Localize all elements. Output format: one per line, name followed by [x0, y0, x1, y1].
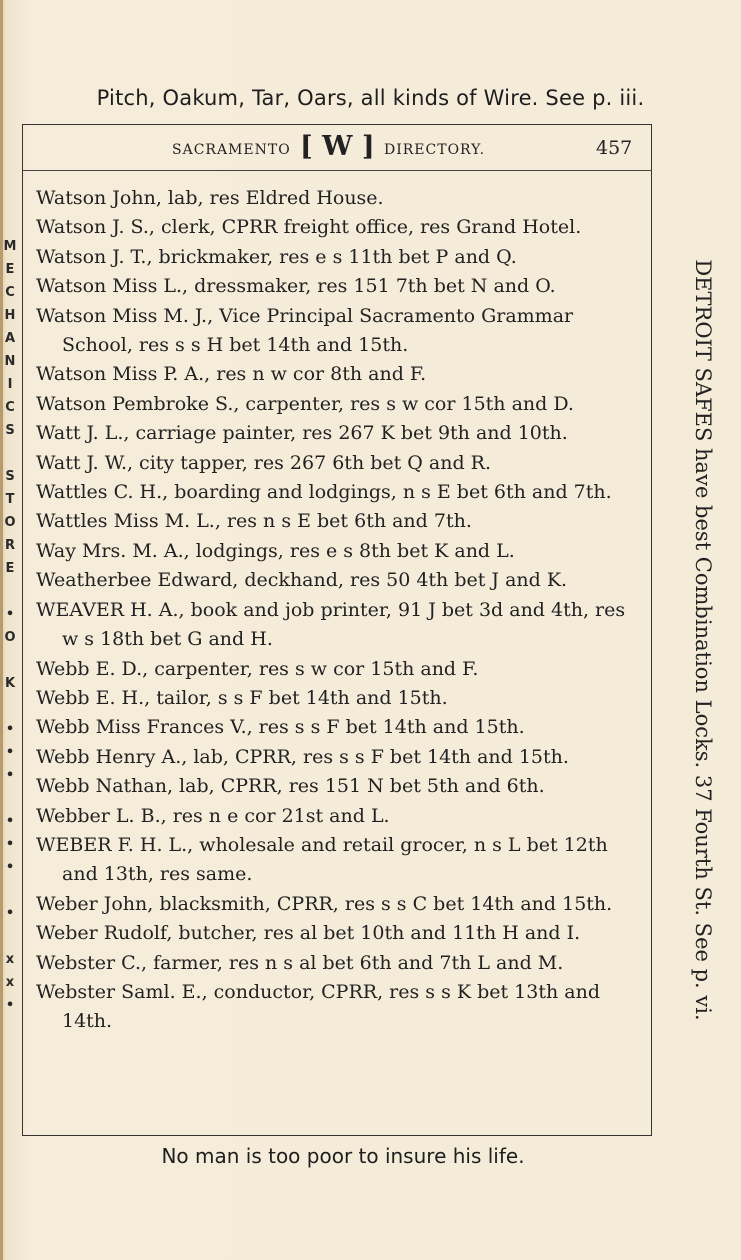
directory-entry: Webb E. D., carpenter, res s w cor 15th and F.	[36, 657, 479, 680]
left-margin-letter	[0, 879, 20, 902]
left-margin-letter: •	[5, 722, 15, 737]
directory-entry: Wattles Miss M. L., res n s E bet 6th and 7th.	[36, 510, 472, 533]
left-margin-letter: C	[5, 285, 15, 300]
directory-entry: Weatherbee Edward, deckhand, res 50 4th bet J and K.	[36, 569, 568, 592]
left-margin-letter: I	[7, 377, 13, 392]
directory-entry: WEAVER H. A., book and job printer, 91 J bet 3d and 4th, res w s 18th bet G and H.	[36, 598, 626, 651]
directory-entry: Watt J. L., carriage painter, res 267 K bet 9th and 10th.	[36, 422, 568, 445]
left-margin-letter: x	[5, 952, 15, 967]
left-margin-letter: •	[5, 998, 15, 1013]
directory-entry: Webb Nathan, lab, CPRR, res 151 N bet 5th and 6th.	[36, 775, 545, 798]
directory-entry: Watson Pembroke S., carpenter, res s w cor 15th and D.	[36, 392, 574, 415]
left-margin-letter: S	[5, 423, 15, 438]
top-advertisement: Pitch, Oakum, Tar, Oars, all kinds of Wire. See p. iii.	[96, 86, 645, 110]
left-margin-letter: •	[5, 745, 15, 760]
left-margin-letter: •	[5, 814, 15, 829]
directory-entry: Watson Miss L., dressmaker, res 151 7th bet N and O.	[36, 275, 556, 298]
directory-entry: Webber L. B., res n e cor 21st and L.	[36, 804, 390, 827]
directory-entry: Weber Rudolf, butcher, res al bet 10th and 11th H and I.	[36, 922, 581, 945]
header-divider	[22, 170, 652, 171]
left-margin-letter: •	[5, 837, 15, 852]
directory-entry: Watson J. T., brickmaker, res e s 11th bet P and Q.	[36, 245, 517, 268]
left-margin-letter: K	[4, 676, 16, 691]
left-margin-advertisement	[0, 235, 20, 1035]
directory-entry: Webb Henry A., lab, CPRR, res s s F bet 14th and 15th.	[36, 745, 569, 768]
directory-entry: Webb Miss Frances V., res s s F bet 14th and 15th.	[36, 716, 525, 739]
left-margin-letter	[0, 442, 20, 465]
footer-advertisement: No man is too poor to insure his life.	[161, 1144, 525, 1168]
directory-entry: Webb E. H., tailor, s s F bet 14th and 15th.	[36, 686, 448, 709]
page-number: 457	[596, 137, 633, 159]
header-letter: [ W ]	[300, 131, 375, 162]
directory-entry: Wattles C. H., boarding and lodgings, n s E bet 6th and 7th.	[36, 481, 612, 504]
running-header	[22, 130, 652, 168]
directory-entry: Watson Miss P. A., res n w cor 8th and F.	[36, 363, 427, 386]
directory-entry: Way Mrs. M. A., lodgings, res e s 8th bet K and L.	[36, 539, 515, 562]
left-margin-letter: M	[3, 239, 17, 254]
left-margin-letter: •	[5, 906, 15, 921]
left-margin-letter: E	[5, 262, 15, 277]
left-margin-letter	[0, 695, 20, 718]
left-margin-letter: •	[5, 860, 15, 875]
left-margin-letter: E	[5, 561, 15, 576]
left-margin-letter: O	[4, 515, 16, 530]
left-margin-letter: A	[4, 331, 16, 346]
left-margin-letter: S	[5, 469, 15, 484]
left-margin-letter: •	[5, 768, 15, 783]
left-margin-letter: x	[5, 975, 15, 990]
side-advertisement: DETROIT SAFES have best Combination Locks. 37 Fourth St. See p. vi.	[691, 259, 715, 1021]
directory-entry: Watson John, lab, res Eldred House.	[36, 187, 384, 209]
left-margin-letter: O	[4, 630, 16, 645]
left-margin-letter: N	[4, 354, 16, 369]
left-margin-letter: C	[5, 400, 15, 415]
header-city: SACRAMENTO	[172, 142, 291, 158]
directory-entries	[36, 184, 640, 1037]
directory-entry: Watt J. W., city tapper, res 267 6th bet Q and R.	[36, 451, 492, 474]
left-margin-letter: H	[4, 308, 16, 323]
directory-entry: WEBER F. H. L., wholesale and retail grocer, n s L bet 12th and 13th, res same.	[36, 833, 608, 886]
left-margin-letter	[0, 580, 20, 603]
directory-entry: Watson J. S., clerk, CPRR freight office, res Grand Hotel.	[36, 216, 582, 239]
left-margin-letter	[0, 787, 20, 810]
left-margin-letter	[0, 649, 20, 672]
left-margin-letter: T	[5, 492, 15, 507]
directory-entry: Weber John, blacksmith, CPRR, res s s C bet 14th and 15th.	[36, 892, 613, 915]
directory-entry: Webster Saml. E., conductor, CPRR, res s s K bet 13th and 14th.	[36, 980, 600, 1033]
left-margin-letter: •	[5, 607, 15, 622]
directory-entry: Watson Miss M. J., Vice Principal Sacramento Grammar School, res s s H bet 14th and 15th.	[36, 304, 574, 357]
header-directory: DIRECTORY.	[384, 142, 486, 158]
directory-entry: Webster C., farmer, res n s al bet 6th and 7th L and M.	[36, 951, 564, 974]
left-margin-letter	[0, 925, 20, 948]
left-margin-letter: R	[4, 538, 15, 553]
